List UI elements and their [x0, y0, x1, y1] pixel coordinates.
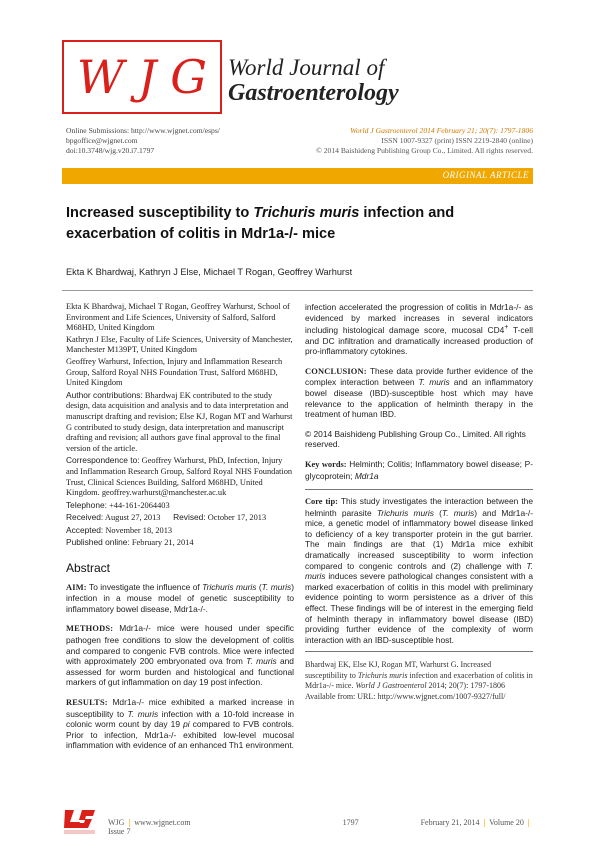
abstract-aim — [66, 582, 294, 615]
citation-italic: Trichuris muris — [357, 670, 408, 680]
results-text: infection with a 10-fold increase in colonic worm count by day 19 — [66, 708, 294, 730]
correspondence-text: Geoffrey Warhurst, PhD, Infection, Injury and Inflammation Research Group, Salford Royal NHS Foundation Trust, Clinical Sciences Building, Salford M68HD, United Kingdom. geoffrey.warhurst@manchester.ac.uk — [66, 456, 293, 498]
footer-url[interactable]: www.wjgnet.com — [134, 818, 191, 827]
keywords-label: Key words: — [305, 459, 347, 469]
journal-name-line1: World Journal of — [228, 55, 385, 80]
published-label: Published online: — [66, 537, 130, 548]
dates-received-revised — [66, 512, 294, 524]
results-text: compared to FVB controls. Prior to infection, Mdr1a-/- exhibited low-level mucosal inflammation with evidence of an enhanced Th1 environment. — [66, 719, 294, 751]
title-part2: infection and exacerbation of colitis in Mdr1a-/- mice — [66, 205, 455, 242]
date-accepted — [66, 525, 294, 537]
core-tip-italic: T. muris — [441, 507, 475, 518]
submission-info — [66, 126, 220, 156]
core-tip-text: ) and Mdr1a-/- mice, a genetic model of inflammatory bowel disease linked to deficiency of a key transporter protein in the gut barrier. The main findings are that (1) Mdr1a mice exhibit dramatically increased susceptibility to worm infection compared to congenic controls and (2) challenge with — [305, 507, 534, 571]
core-tip-box — [305, 489, 533, 652]
affiliation: Kathryn J Else, Faculty of Life Sciences, University of Manchester, Manchester M139PT, United Kingdom — [66, 334, 293, 355]
citation-url[interactable]: 2014; 20(7): 1797-1806 Available from: URL: http://www.wjgnet.com/1007-9327/full/ — [305, 681, 506, 701]
article-title — [66, 203, 536, 245]
revised-label: Revised: — [173, 512, 206, 523]
author-list: Ekta K Bhardwaj, Kathryn J Else, Michael T Rogan, Geoffrey Warhurst — [66, 267, 353, 277]
core-tip-italic: Trichuris muris — [376, 507, 434, 518]
header-divider — [62, 290, 533, 291]
citation-box — [305, 660, 533, 702]
results-text: T-cell and DC infiltration and dramatically increased production of pro-inflammatory cytokines. — [305, 324, 534, 357]
footer-separator: | — [128, 818, 131, 827]
conclusion-text: These data provide further evidence of the complex interaction between — [305, 365, 533, 388]
journal-name-line2: Gastroenterology — [228, 80, 399, 107]
aim-text: ( — [256, 581, 262, 592]
right-column — [305, 302, 533, 702]
core-tip-text: induces severe pathological changes consistent with a marked exacerbation of colitis in this model with preliminary evidence pointing to worm persistence as a driver of this effect. These findings will be of interest in the emerging field of helminth therapy in inflammatory bowel disease (IBD) providing further evidence of the complexity of worm interaction with an IBD-susceptible host. — [305, 571, 533, 645]
core-tip-italic: T. muris — [305, 560, 533, 582]
office-email[interactable]: bpgoffice@wjgnet.com — [66, 136, 138, 145]
aim-label: AIM: — [66, 582, 87, 592]
left-column — [66, 302, 294, 760]
conclusion-text: and an inflammatory bowel disease (IBD)-susceptible host which may have relevance to the application of helminth therapy in the treatment of human IBD. — [305, 377, 533, 420]
doi: doi:10.3748/wjg.v20.i7.1797 — [66, 146, 155, 155]
abstract-methods — [66, 623, 294, 688]
core-tip-text: ( — [433, 507, 442, 518]
keywords-text: Helminth; Colitis; Inflammatory bowel disease; P-glycoprotein; — [305, 458, 533, 481]
results-label: RESULTS: — [66, 698, 108, 707]
contributions-label: Author contributions: — [66, 389, 143, 400]
citation-italic: World J Gastroenterol — [355, 681, 427, 691]
footer-journal: WJG — [108, 818, 125, 827]
telephone-number: +44-161-2064403 — [109, 500, 170, 510]
footer-date: February 21, 2014 — [420, 818, 480, 827]
footer-separator: | — [527, 818, 530, 827]
abstract-heading: Abstract — [66, 561, 111, 576]
conclusion-label: CONCLUSION: — [305, 366, 367, 376]
aim-italic: Trichuris muris — [202, 581, 257, 592]
journal-citation-line: World J Gastroenterol 2014 February 21; 20(7): 1797-1806 — [350, 126, 533, 135]
footer-volume: Volume 20 — [489, 818, 524, 827]
results-italic: T. muris — [127, 708, 159, 719]
received-label: Received: — [66, 512, 104, 523]
affiliation: Geoffrey Warhurst, Infection, Injury and Inflammation Research Group, Salford Royal NHS Foundation Trust, Salford M68HD, United Kingdom — [66, 356, 283, 388]
core-tip-text: This study investigates the interaction between the helminth parasite — [305, 496, 533, 518]
title-part1: Increased susceptibility to — [66, 205, 254, 221]
abstract-results-continued — [305, 302, 533, 357]
conclusion-italic: T. muris — [418, 377, 450, 388]
results-text: infection accelerated the progression of colitis in Mdr1a-/- as evidenced by marked increases in several indicators including histological damage score, mucosal CD4 — [305, 302, 533, 335]
issn-line: ISSN 1007-9327 (print) ISSN 2219-2840 (online) — [381, 136, 533, 145]
copyright-line: © 2014 Baishideng Publishing Group Co., Limited. All rights reserved. — [316, 146, 533, 155]
citation-text: infection and exacerbation of colitis in Mdr1a-/- mice. — [305, 670, 533, 691]
aim-text: ) infection in a mouse model of genetic susceptibility to inflammatory bowel disease, Mdr1a-/-. — [66, 581, 294, 614]
page-footer — [108, 818, 538, 836]
received-date: August 27, 2013 — [104, 513, 161, 523]
core-tip-label: Core tip: — [305, 497, 338, 507]
footer-separator: | — [483, 818, 486, 827]
telephone-label: Telephone: — [66, 499, 107, 510]
footer-issue: Issue 7 — [108, 827, 131, 836]
results-superscript: + — [504, 324, 509, 332]
revised-date: October 17, 2013 — [207, 513, 267, 523]
results-text: Mdr1a-/- mice exhibited a marked increase in susceptibility to — [66, 697, 294, 719]
article-type: ORIGINAL ARTICLE — [442, 170, 529, 180]
publisher-logo-icon — [62, 806, 98, 836]
accepted-label: Accepted: — [66, 524, 104, 535]
logo-letter-w: W — [76, 50, 125, 104]
abstract-conclusion — [305, 366, 533, 420]
telephone — [66, 500, 294, 512]
aim-italic: T. muris — [261, 581, 292, 592]
abstract-results — [66, 697, 294, 751]
methods-text: and assessed for worm burden and histological and functional markers of gut inflammation on day 19 post infection. — [66, 656, 294, 688]
abstract-copyright: © 2014 Baishideng Publishing Group Co., Limited. All rights reserved. — [305, 428, 526, 450]
correspondence-label: Correspondence to: — [66, 455, 140, 466]
article-type-bar — [62, 168, 533, 184]
correspondence — [66, 455, 294, 498]
author-contributions — [66, 390, 294, 455]
methods-text: Mdr1a-/- mice were housed under specific pathogen free conditions to slow the development of colitis and compared to congenic FVB controls. Mice were infected with approximately 200 embryonated ova from — [66, 623, 294, 667]
journal-name — [228, 56, 518, 107]
logo-letter-j: J — [138, 50, 157, 104]
date-published — [66, 537, 294, 549]
published-date: February 21, 2014 — [131, 538, 194, 548]
accepted-date: November 18, 2013 — [105, 525, 173, 535]
keywords-italic: Mdr1a — [354, 470, 379, 481]
methods-label: METHODS: — [66, 624, 114, 634]
logo-letter-g: G — [170, 50, 208, 104]
page-number: 1797 — [342, 818, 359, 827]
citation-text: Bhardwaj EK, Else KJ, Rogan MT, Warhurst G. Increased susceptibility to — [305, 660, 492, 680]
title-italic: Trichuris muris — [253, 205, 360, 221]
submission-url[interactable]: Online Submissions: http://www.wjgnet.com/esps/ — [66, 126, 220, 135]
results-italic: pi — [183, 719, 190, 730]
journal-logo — [62, 40, 222, 114]
publication-info — [316, 126, 533, 156]
keywords — [305, 459, 533, 481]
contributions-text: Bhardwaj EK contributed to the study design, data acquisition and analysis and to data interpretation and manuscript drafting and revision; Else KJ, Rogan MT and Warhurst G contributed to study design, data interpretation and manuscript drafting and revision; all authors gave final approval to the final version of the article. — [66, 390, 293, 453]
aim-text: To investigate the influence of — [86, 581, 203, 592]
affiliation: Ekta K Bhardwaj, Michael T Rogan, Geoffrey Warhurst, School of Environment and Life Sciences, University of Salford, Salford M68HD, United Kingdom — [66, 302, 290, 333]
methods-italic: T. muris — [246, 656, 277, 667]
